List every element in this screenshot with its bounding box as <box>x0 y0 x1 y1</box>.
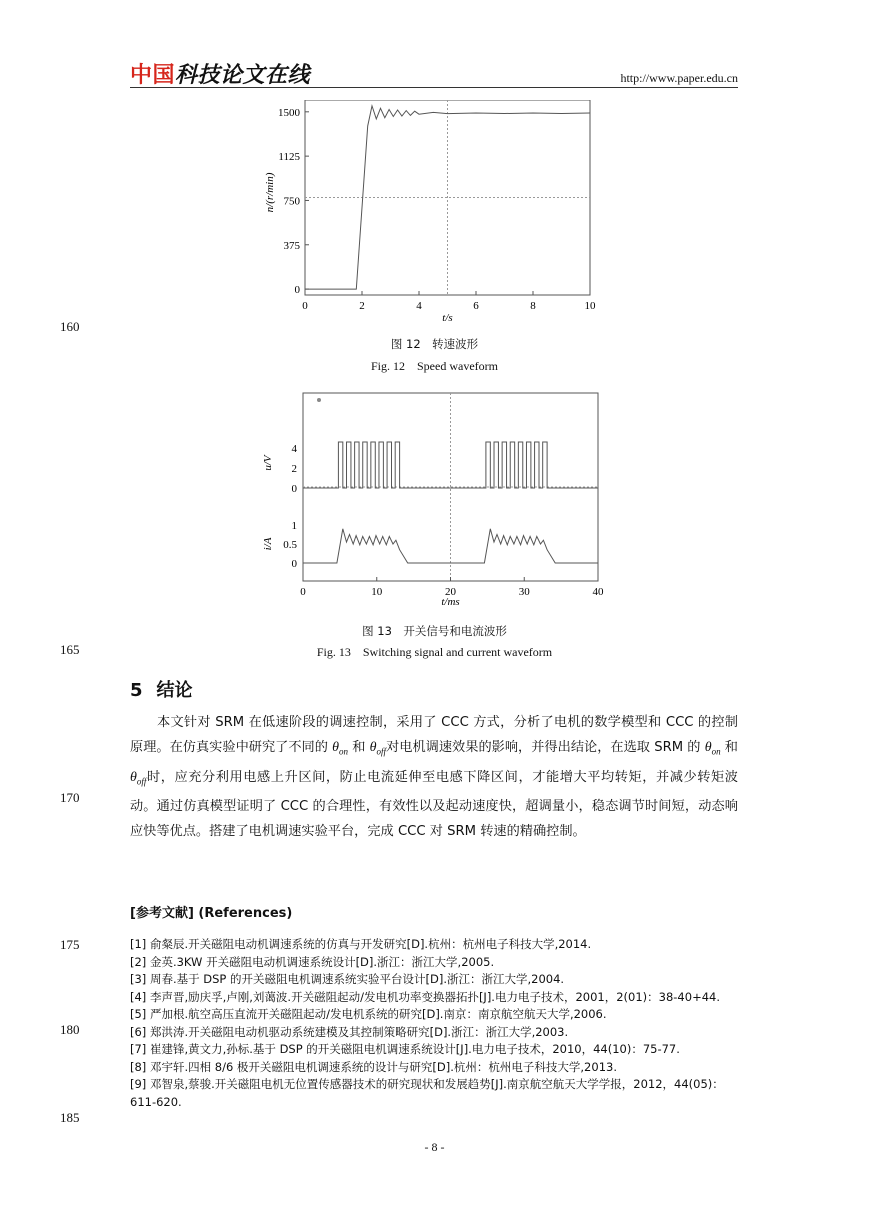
references-heading: [参考文献] (References) <box>130 906 293 921</box>
line-number-175: 175 <box>60 937 80 952</box>
theta-symbol: θ <box>130 769 137 785</box>
header-url[interactable]: http://www.paper.edu.cn <box>620 71 738 85</box>
header-rule <box>130 87 738 88</box>
i-tick-label: 1 <box>291 520 297 532</box>
figure-13-switching-chart <box>250 385 620 610</box>
y-tick-label: 750 <box>283 195 300 208</box>
y-tick-label: 1125 <box>278 151 300 164</box>
conclusion-text-1: 本文针对 SRM 在低速阶段的调速控制，采用了 CCC 方式，分析了电机的数学模型和 CCC 的控制原理。在仿真实验中研究了不同的 <box>130 715 738 755</box>
u-tick-label: 0 <box>291 483 297 495</box>
theta-symbol: θ <box>704 740 712 755</box>
conjunction-and: 和 <box>348 740 370 755</box>
x-tick-label: 4 <box>416 300 422 312</box>
x-tick-label: 6 <box>473 300 479 312</box>
i-tick-label: 0 <box>291 558 297 570</box>
u-tick-label: 2 <box>291 463 297 475</box>
conclusion-paragraph <box>130 710 738 844</box>
section-number: 5 <box>130 680 143 701</box>
reference-item: [6] 郑洪涛.开关磁阻电动机驱动系统建模及其控制策略研究[D].浙江：浙江大学,2003. <box>130 1024 569 1039</box>
section-heading <box>130 676 193 702</box>
y-tick-label: 1500 <box>278 106 300 119</box>
reference-item: [2] 金英.3KW 开关磁阻电动机调速系统设计[D].浙江：浙江大学,2005. <box>130 954 495 969</box>
reference-item: [8] 邓宇轩.四相 8/6 极开关磁阻电机调速系统的设计与研究[D].杭州：杭州电子科技大学,2013. <box>130 1059 617 1074</box>
x-tick-label: 0 <box>302 300 308 312</box>
theta-on-subscript: on <box>711 746 721 757</box>
journal-logo <box>130 63 310 89</box>
x-tick-label: 30 <box>518 586 530 598</box>
reference-item: [9] 邓智泉,蔡骏.开关磁阻电机无位置传感器技术的研究现状和发展趋势[J].南京航空航天大学学报，2012，44(05)：611-620. <box>130 1077 724 1109</box>
line-number-170: 170 <box>60 790 80 805</box>
x-tick-label: 0 <box>300 586 306 598</box>
figure-12-caption-zh: 图 12 转速波形 <box>390 337 479 351</box>
u-tick-label: 4 <box>291 443 297 455</box>
figure-13-caption-en: Fig. 13 Switching signal and current waveform <box>316 645 553 659</box>
figure-13-caption-zh: 图 13 开关信号和电流波形 <box>362 624 507 638</box>
theta-off-subscript: off <box>136 776 147 787</box>
logo-part-2: 科技论文在线 <box>175 63 311 88</box>
theta-off-subscript: off <box>376 746 387 757</box>
theta-symbol: θ <box>332 740 340 755</box>
x-axis-label: t/s <box>442 312 453 324</box>
channel-marker <box>317 398 321 402</box>
reference-item: [5] 严加根.航空高压直流开关磁阻起动/发电机系统的研究[D].南京：南京航空航天大学,2006. <box>130 1007 607 1021</box>
conclusion-text-2: 对电机调速效果的影响，并得出结论，在选取 SRM 的 <box>386 740 705 755</box>
reference-item: [3] 周春.基于 DSP 的开关磁阻电机调速系统实验平台设计[D].浙江：浙江大学,2004. <box>130 972 565 986</box>
figure-12-caption-en: Fig. 12 Speed waveform <box>371 359 498 373</box>
conjunction-and: 和 <box>720 740 738 755</box>
i-tick-label: 0.5 <box>283 539 297 551</box>
section-title: 结论 <box>156 680 193 701</box>
page-number: - 8 - <box>424 1140 445 1154</box>
u-axis-label: u/V <box>262 455 274 471</box>
line-number-160: 160 <box>60 319 80 334</box>
logo-part-1: 中国 <box>130 63 176 88</box>
line-number-165: 165 <box>60 642 80 657</box>
y-tick-label: 375 <box>283 239 300 252</box>
theta-on-subscript: on <box>339 746 349 757</box>
x-tick-label: 10 <box>371 586 383 598</box>
references-list <box>130 936 742 1111</box>
line-number-185: 185 <box>60 1110 80 1125</box>
reference-item: [4] 李声晋,励庆孚,卢刚,刘蔼波.开关磁阻起动/发电机功率变换器拓扑[J].电力电子技术，2001，2(01)：38-40+44. <box>130 989 720 1004</box>
reference-item: [1] 俞粲辰.开关磁阻电动机调速系统的仿真与开发研究[D].杭州：杭州电子科技大学,2014. <box>130 937 592 951</box>
figure-12-speed-chart <box>250 100 620 325</box>
x-axis-label: t/ms <box>441 596 460 608</box>
line-number-180: 180 <box>60 1022 80 1037</box>
x-tick-label: 2 <box>359 300 365 312</box>
x-tick-label: 10 <box>584 300 596 312</box>
y-axis-label: n/(r/min) <box>264 172 276 213</box>
reference-item: [7] 崔建锋,黄文力,孙标.基于 DSP 的开关磁阻电机调速系统设计[J].电力电子技术，2010，44(10)：75-77. <box>130 1042 680 1056</box>
x-tick-label: 8 <box>530 300 536 312</box>
conclusion-text-3: 时，应充分利用电感上升区间，防止电流延伸至电感下降区间，才能增大平均转矩，并减少转矩波动。通过仿真模型证明了 CCC 的合理性，有效性以及起动速度快，超调量小，稳态调节时间短，动态响应快等优点。搭建了电机调速实验平台，完成 CCC 对 SRM 转速的精确控制。 <box>130 769 738 840</box>
i-axis-label: i/A <box>262 537 274 551</box>
theta-symbol: θ <box>369 740 377 755</box>
y-tick-label: 0 <box>294 284 300 297</box>
x-tick-label: 40 <box>592 586 604 598</box>
x-tick-label: 20 <box>445 586 456 598</box>
